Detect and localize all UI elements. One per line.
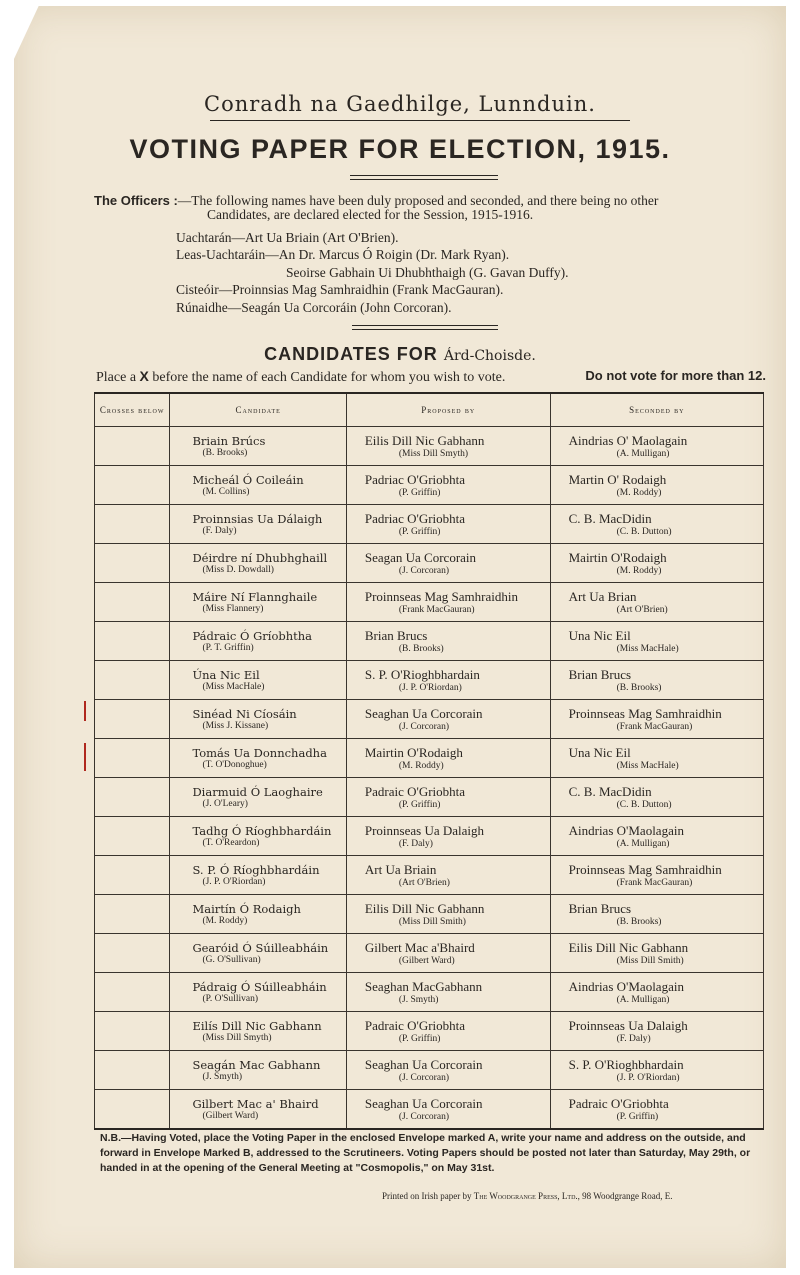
candidate-name-gaelic: Tadhg Ó Ríoghbhardáin [192, 824, 332, 838]
seconder-cell [550, 505, 763, 544]
proposer-name: Padraic O'Griobhta [364, 1018, 466, 1033]
ballot-row [95, 856, 764, 895]
seconder-cell [550, 1051, 763, 1090]
seconder-name: Proinnseas Mag Samhraidhin [568, 862, 722, 877]
candidate-name-english: (J. O'Leary) [202, 799, 248, 809]
seconder-name-english: (J. P. O'Riordan) [616, 1073, 680, 1083]
seconder-name-english: (M. Roddy) [616, 566, 662, 576]
proposer-name: Padraic O'Griobhta [364, 784, 466, 799]
seconder-cell [550, 778, 763, 817]
candidate-name-gaelic: Gearóid Ó Súilleabháin [192, 941, 329, 955]
ballot-row [95, 622, 764, 661]
ballot-row [95, 466, 764, 505]
proposer-cell [346, 466, 550, 505]
seconder-cell [550, 934, 763, 973]
seconder-name-english: (A. Mulligan) [616, 839, 670, 849]
proposer-name-english: (Miss Dill Smith) [398, 917, 466, 927]
proposer-name-english: (Gilbert Ward) [398, 956, 455, 966]
cross-box[interactable] [95, 895, 170, 934]
candidate-name-english: (Miss J. Kissane) [202, 721, 269, 731]
cross-box[interactable] [95, 466, 170, 505]
proposer-name: Brian Brucs [364, 628, 428, 643]
seconder-name-english: (B. Brooks) [616, 683, 662, 693]
officer-treasurer: Cisteóir—Proinnsias Mag Samhraidhin (Frank MacGauran). [176, 282, 504, 297]
nb-note: N.B.—Having Voted, place the Voting Paper in the enclosed Envelope marked A, write your name and address on the outside, and forward in Envelope Marked B, addressed to the Scrutineers. Voting Papers should be posted not later than Saturday, May 29th, or handed in at the opening of the General Meeting at "Cosmopolis," on May 31st. [100, 1132, 751, 1174]
seconder-cell [550, 817, 763, 856]
officers-intro-cont: Candidates, are declared elected for the Session, 1915-1916. [207, 207, 534, 222]
officer-vice-president-2: Seoirse Gabhain Ui Dhubhthaigh (G. Gavan Duffy). [286, 265, 569, 280]
voting-paper [14, 6, 786, 1268]
seconder-cell [550, 1012, 763, 1051]
seconder-cell [550, 739, 763, 778]
cross-box[interactable] [95, 583, 170, 622]
proposer-name: Padriac O'Griobhta [364, 511, 466, 526]
cross-box[interactable] [95, 973, 170, 1012]
proposer-name-english: (Frank MacGauran) [398, 605, 475, 615]
header-proposed: Proposed by [346, 393, 550, 427]
proposer-name-english: (P. Griffin) [398, 488, 441, 498]
seconder-cell [550, 661, 763, 700]
candidate-cell [170, 505, 346, 544]
proposer-name-english: (J. Corcoran) [398, 1073, 449, 1083]
proposer-name: Proinnseas Ua Dalaigh [364, 823, 484, 838]
seconder-name-english: (Miss Dill Smith) [616, 956, 684, 966]
candidate-name-gaelic: Pádraig Ó Súilleabháin [192, 980, 327, 994]
candidate-cell [170, 427, 346, 466]
proposer-cell [346, 895, 550, 934]
ballot-row [95, 1090, 764, 1130]
proposer-name-english: (P. Griffin) [398, 1034, 441, 1044]
candidate-name-gaelic: Sinéad Ni Cíosáin [192, 707, 297, 721]
ballot-row [95, 1012, 764, 1051]
candidate-cell [170, 1012, 346, 1051]
cross-box[interactable] [95, 856, 170, 895]
seconder-name: Padraic O'Griobhta [568, 1096, 669, 1111]
seconder-name: Aindrias O' Maolagain [568, 433, 688, 448]
seconder-name: Mairtin O'Rodaigh [568, 550, 667, 565]
proposer-name: Art Ua Briain [364, 862, 437, 877]
proposer-cell [346, 739, 550, 778]
seconder-name-english: (P. Griffin) [616, 1112, 659, 1122]
seconder-cell [550, 466, 763, 505]
candidate-name-english: (T. O'Donoghue) [202, 760, 267, 770]
candidate-cell [170, 817, 346, 856]
proposer-name-english: (Miss Dill Smyth) [398, 449, 469, 459]
proposer-name-english: (M. Roddy) [398, 761, 444, 771]
candidate-cell [170, 973, 346, 1012]
proposer-name: Mairtin O'Rodaigh [364, 745, 463, 760]
candidate-name-gaelic: Máire Ní Flannghaile [192, 590, 318, 604]
candidate-name-english: (Miss Dill Smyth) [202, 1033, 272, 1043]
cross-box[interactable] [95, 934, 170, 973]
candidate-name-gaelic: Micheál Ó Coileáin [192, 473, 304, 487]
ballot-row [95, 505, 764, 544]
proposer-cell [346, 1090, 550, 1130]
proposer-name: Seagan Ua Corcorain [364, 550, 477, 565]
ballot-row [95, 1051, 764, 1090]
candidate-name-gaelic: Diarmuid Ó Laoghaire [192, 785, 323, 799]
seconder-name-english: (A. Mulligan) [616, 995, 670, 1005]
printer-name: The Woodgrange Press, Ltd. [473, 1191, 578, 1201]
cross-box[interactable] [95, 622, 170, 661]
candidate-name-english: (Miss D. Dowdall) [202, 565, 274, 575]
seconder-name: Proinnseas Mag Samhraidhin [568, 706, 722, 721]
seconder-name-english: (M. Roddy) [616, 488, 662, 498]
ballot-row [95, 544, 764, 583]
proposer-cell [346, 427, 550, 466]
header-seconded: Seconded by [550, 393, 763, 427]
instructions [96, 368, 766, 386]
vote-limit: Do not vote for more than 12. [585, 368, 766, 383]
printer-imprint [382, 1191, 673, 1201]
title-rule-1 [350, 175, 498, 176]
candidate-cell [170, 1090, 346, 1130]
seconder-name-english: (C. B. Dutton) [616, 527, 672, 537]
cross-box[interactable] [95, 778, 170, 817]
header-underline [210, 120, 630, 121]
seconder-cell [550, 544, 763, 583]
seconder-name-english: (F. Daly) [616, 1034, 651, 1044]
ballot-row [95, 700, 764, 739]
candidate-name-gaelic: Eilís Dill Nic Gabhann [192, 1019, 322, 1033]
seconder-name: Aindrias O'Maolagain [568, 823, 684, 838]
ballot-header-row [95, 393, 764, 427]
seconder-name: S. P. O'Rioghbhardain [568, 1057, 684, 1072]
cross-box[interactable] [95, 505, 170, 544]
proposer-cell [346, 583, 550, 622]
candidate-cell [170, 739, 346, 778]
candidate-name-gaelic: Pádraic Ó Gríobhtha [192, 629, 313, 643]
proposer-name: Seaghan Ua Corcorain [364, 1057, 483, 1072]
candidate-cell [170, 778, 346, 817]
candidate-name-gaelic: Briain Brúcs [192, 434, 266, 448]
seconder-name-english: (C. B. Dutton) [616, 800, 672, 810]
officers-lead: The Officers : [94, 193, 178, 208]
candidate-name-gaelic: Déirdre ní Dhubhghaill [192, 551, 328, 565]
ballot-table [94, 392, 764, 1130]
seconder-name: Martin O' Rodaigh [568, 472, 667, 487]
candidate-name-english: (F. Daly) [202, 526, 237, 536]
proposer-cell [346, 700, 550, 739]
proposer-cell [346, 973, 550, 1012]
candidate-name-english: (Miss MacHale) [202, 682, 265, 692]
cross-box[interactable] [95, 544, 170, 583]
seconder-name-english: (Miss MacHale) [616, 761, 679, 771]
officer-vice-president: Leas-Uachtaráin—An Dr. Marcus Ó Roigin (Dr. Mark Ryan). [176, 247, 510, 262]
seconder-name: Una Nic Eil [568, 628, 631, 643]
cross-box[interactable] [95, 700, 170, 739]
seconder-cell [550, 583, 763, 622]
proposer-name: Seaghan Ua Corcorain [364, 706, 483, 721]
proposer-name-english: (F. Daly) [398, 839, 433, 849]
ballot-row [95, 934, 764, 973]
proposer-cell [346, 856, 550, 895]
candidate-cell [170, 700, 346, 739]
proposer-name-english: (J. Corcoran) [398, 722, 449, 732]
proposer-name-english: (J. Corcoran) [398, 566, 449, 576]
seconder-cell [550, 973, 763, 1012]
cross-box[interactable] [95, 1012, 170, 1051]
proposer-name-english: (P. Griffin) [398, 800, 441, 810]
candidate-name-gaelic: S. P. Ó Ríoghbhardáin [192, 863, 320, 877]
ballot-row [95, 661, 764, 700]
ballot-row [95, 739, 764, 778]
seconder-name: C. B. MacDidin [568, 784, 652, 799]
proposer-name-english: (B. Brooks) [398, 644, 444, 654]
ballot-row [95, 895, 764, 934]
officers-intro-text: —The following names have been duly proposed and seconded, and there being no other [177, 193, 659, 208]
printer-post: , 98 Woodgrange Road, E. [577, 1191, 673, 1201]
proposer-cell [346, 661, 550, 700]
seconder-name: Brian Brucs [568, 667, 632, 682]
candidate-cell [170, 622, 346, 661]
seconder-cell [550, 856, 763, 895]
seconder-name-english: (A. Mulligan) [616, 449, 670, 459]
ballot-row [95, 583, 764, 622]
seconder-cell [550, 1090, 763, 1130]
candidate-cell [170, 1051, 346, 1090]
seconder-cell [550, 700, 763, 739]
proposer-name: Eilis Dill Nic Gabhann [364, 433, 485, 448]
ballot-row [95, 973, 764, 1012]
header-crosses: Crosses below [95, 393, 170, 427]
proposer-name-english: (J. Corcoran) [398, 1112, 449, 1122]
seconder-name: Una Nic Eil [568, 745, 631, 760]
cross-box[interactable] [95, 739, 170, 778]
seconder-cell [550, 895, 763, 934]
ballot-row [95, 817, 764, 856]
cross-box[interactable] [95, 427, 170, 466]
candidate-name-english: (J. Smyth) [202, 1072, 243, 1082]
candidate-cell [170, 895, 346, 934]
proposer-name: Seaghan Ua Corcorain [364, 1096, 483, 1111]
society-name: Conradh na Gaedhilge, Lunnduin. [204, 92, 596, 116]
candidate-cell [170, 583, 346, 622]
cross-box[interactable] [95, 1051, 170, 1090]
candidate-name-gaelic: Úna Nic Eil [192, 668, 260, 682]
proposer-name: S. P. O'Rioghbhardain [364, 667, 480, 682]
seconder-cell [550, 427, 763, 466]
seconder-name-english: (B. Brooks) [616, 917, 662, 927]
candidate-cell [170, 661, 346, 700]
cross-box[interactable] [95, 661, 170, 700]
proposer-name-english: (J. Smyth) [398, 995, 439, 1005]
candidate-name-english: (P. O'Sullivan) [202, 994, 258, 1004]
seconder-name-english: (Frank MacGauran) [616, 878, 693, 888]
proposer-name: Proinnseas Mag Samhraidhin [364, 589, 518, 604]
candidate-name-gaelic: Mairtín Ó Rodaigh [192, 902, 301, 916]
proposer-cell [346, 505, 550, 544]
proposer-cell [346, 817, 550, 856]
seconder-name: Brian Brucs [568, 901, 632, 916]
header-candidate: Candidate [170, 393, 346, 427]
officer-president: Uachtarán—Art Ua Briain (Art O'Brien). [176, 230, 399, 245]
instruction-post: before the name of each Candidate for whom you wish to vote. [152, 370, 506, 385]
seconder-name: Art Ua Brian [568, 589, 637, 604]
proposer-cell [346, 544, 550, 583]
candidate-name-gaelic: Gilbert Mac a' Bhaird [192, 1097, 319, 1111]
seconder-name: Aindrias O'Maolagain [568, 979, 684, 994]
candidate-name-english: (Miss Flannery) [202, 604, 264, 614]
seconder-cell [550, 622, 763, 661]
proposer-name-english: (P. Griffin) [398, 527, 441, 537]
proposer-cell [346, 622, 550, 661]
page-title: VOTING PAPER FOR ELECTION, 1915. [129, 134, 671, 164]
proposer-name: Eilis Dill Nic Gabhann [364, 901, 485, 916]
proposer-name: Padriac O'Griobhta [364, 472, 466, 487]
candidate-cell [170, 466, 346, 505]
ballot-row [95, 427, 764, 466]
candidate-name-english: (M. Roddy) [202, 916, 248, 926]
candidate-name-english: (T. O'Reardon) [202, 838, 260, 848]
candidate-cell [170, 934, 346, 973]
candidate-name-gaelic: Proinnsias Ua Dálaigh [192, 512, 323, 526]
instruction-pre: Place a [96, 370, 137, 385]
seconder-name-english: (Art O'Brien) [616, 605, 668, 615]
proposer-name: Gilbert Mac a'Bhaird [364, 940, 475, 955]
candidates-heading-gaelic: Árd-Choisde. [443, 348, 536, 364]
officers-rule-1 [352, 325, 498, 326]
printer-pre: Printed on Irish paper by [382, 1191, 472, 1201]
candidate-cell [170, 544, 346, 583]
candidate-cell [170, 856, 346, 895]
proposer-cell [346, 1051, 550, 1090]
candidate-name-gaelic: Seagán Mac Gabhann [192, 1058, 321, 1072]
proposer-cell [346, 934, 550, 973]
proposer-name: Seaghan MacGabhann [364, 979, 483, 994]
officer-secretary: Rúnaidhe—Seagán Ua Corcoráin (John Corcoran). [176, 300, 452, 315]
seconder-name: Eilis Dill Nic Gabhann [568, 940, 689, 955]
candidate-name-english: (Gilbert Ward) [202, 1111, 259, 1121]
title-rule-2 [350, 179, 498, 180]
seconder-name-english: (Miss MacHale) [616, 644, 679, 654]
candidate-name-english: (M. Collins) [202, 487, 250, 497]
pencil-mark [84, 743, 86, 771]
candidate-name-english: (B. Brooks) [202, 448, 248, 458]
candidate-name-english: (P. T. Griffin) [202, 643, 254, 653]
candidates-heading-text: CANDIDATES FOR [264, 344, 438, 364]
pencil-mark [84, 701, 86, 721]
cross-box[interactable] [95, 817, 170, 856]
proposer-cell [346, 778, 550, 817]
candidate-name-english: (G. O'Sullivan) [202, 955, 261, 965]
instruction-mark: X [139, 368, 149, 384]
seconder-name-english: (Frank MacGauran) [616, 722, 693, 732]
ballot-row [95, 778, 764, 817]
proposer-name-english: (Art O'Brien) [398, 878, 450, 888]
seconder-name: Proinnseas Ua Dalaigh [568, 1018, 688, 1033]
candidates-heading [14, 344, 786, 365]
proposer-name-english: (J. P. O'Riordan) [398, 683, 462, 693]
candidate-name-english: (J. P. O'Riordan) [202, 877, 266, 887]
officers-rule-2 [352, 329, 498, 330]
seconder-name: C. B. MacDidin [568, 511, 652, 526]
candidate-name-gaelic: Tomás Ua Donnchadha [192, 746, 327, 760]
cross-box[interactable] [95, 1090, 170, 1130]
proposer-cell [346, 1012, 550, 1051]
